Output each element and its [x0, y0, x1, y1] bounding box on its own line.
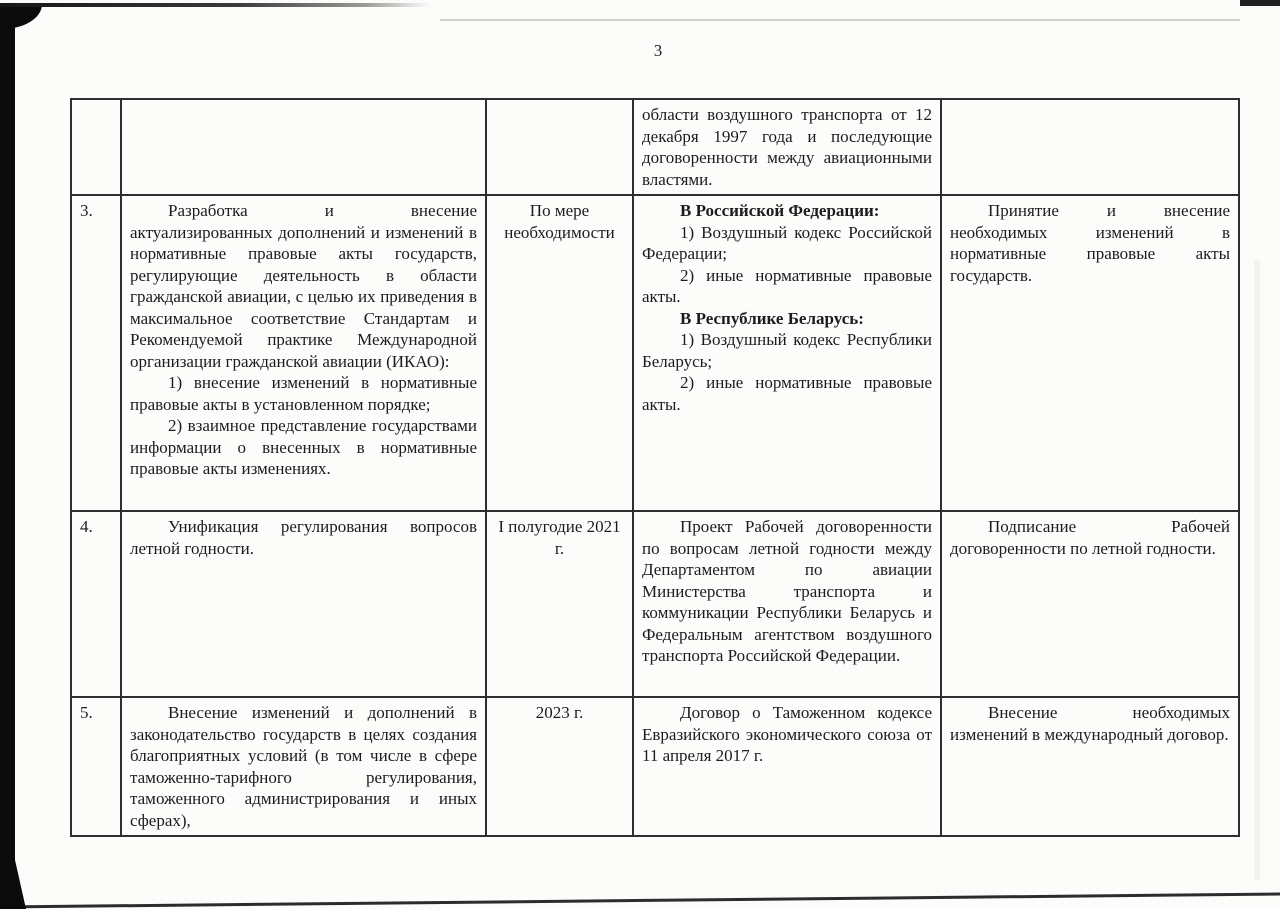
paragraph: Подписание Рабочей договоренности по летной годности.: [950, 517, 1230, 558]
cell-basis: [633, 195, 941, 511]
paragraph: Внесение необходимых изменений в международный договор.: [950, 703, 1230, 744]
cell-row-number: 4.: [71, 511, 121, 697]
paragraph: 1) Воздушный кодекс Российской Федерации;: [642, 222, 932, 263]
paragraph: 2) иные нормативные правовые акты.: [642, 373, 932, 414]
paragraph: 2) взаимное представление государствами информации о внесенных в нормативные правовые акты изменениях.: [130, 416, 477, 478]
paragraph: Проект Рабочей договоренности по вопросам летной годности между Департаментом по авиации Министерства транспорта и коммуникации Республики Беларусь и Федеральным агентством воздушного транспорта Российской Федерации.: [642, 517, 932, 665]
page-number: 3: [653, 41, 663, 60]
cell-result: [941, 99, 1239, 195]
table-row: [71, 697, 1239, 836]
cell-result: [941, 195, 1239, 511]
plan-table: [70, 98, 1240, 837]
cell-basis: [633, 697, 941, 836]
cell-activity: [121, 195, 486, 511]
cell-timing: I полугодие 2021 г.: [486, 511, 633, 697]
cell-timing: По мере необходимости: [486, 195, 633, 511]
cell-timing: [486, 99, 633, 195]
table-row: [71, 511, 1239, 697]
scan-edge-bottom-left-corner: [0, 860, 26, 909]
cell-activity: [121, 99, 486, 195]
cell-row-number: [71, 99, 121, 195]
cell-activity: [121, 697, 486, 836]
cell-activity: [121, 511, 486, 697]
paragraph: 1) внесение изменений в нормативные правовые акты в установленном порядке;: [130, 373, 477, 414]
paragraph: В Республике Беларусь:: [680, 308, 864, 328]
cell-basis: [633, 511, 941, 697]
scan-right-smudge: [1254, 260, 1260, 880]
scan-edge-left-strip: [0, 22, 15, 878]
scan-edge-top-faint-line: [440, 19, 1240, 21]
paragraph: Разработка и внесение актуализированных дополнений и изменений в нормативные правовые акты государств, регулирующие деятельность в области гражданской авиации, с целью их приведения в максимальное соответствие Стандартам и Рекомендуемой практике Международной организации гражданской авиации (ИКАО):: [130, 201, 477, 371]
cell-row-number: 5.: [71, 697, 121, 836]
paragraph: 2) иные нормативные правовые акты.: [642, 265, 932, 306]
paragraph: В Российской Федерации:: [680, 201, 880, 220]
paragraph: 1) Воздушный кодекс Республики Беларусь;: [642, 330, 932, 371]
table-row-continuation: [71, 99, 1239, 195]
cell-result: [941, 511, 1239, 697]
paragraph: области воздушного транспорта от 12 декабря 1997 года и последующие договоренности между авиационными властями.: [642, 105, 932, 189]
scan-edge-top-right-mark: [1240, 0, 1280, 6]
scan-edge-bottom-line: [0, 892, 1280, 908]
cell-timing: 2023 г.: [486, 697, 633, 836]
paragraph: Внесение изменений и дополнений в законодательство государств в целях создания благоприятных условий (в том числе в сфере таможенно-тарифного регулирования, таможенного администрирования и иных сферах),: [130, 703, 477, 830]
cell-result: [941, 697, 1239, 836]
scan-edge-top-line: [0, 3, 430, 7]
paragraph: Принятие и внесение необходимых изменений в нормативные правовые акты государств.: [950, 201, 1230, 285]
paragraph: Унификация регулирования вопросов летной годности.: [130, 517, 477, 558]
cell-basis: [633, 99, 941, 195]
paragraph: Договор о Таможенном кодексе Евразийского экономического союза от 11 апреля 2017 г.: [642, 703, 932, 765]
table-row: [71, 195, 1239, 511]
cell-row-number: 3.: [71, 195, 121, 511]
